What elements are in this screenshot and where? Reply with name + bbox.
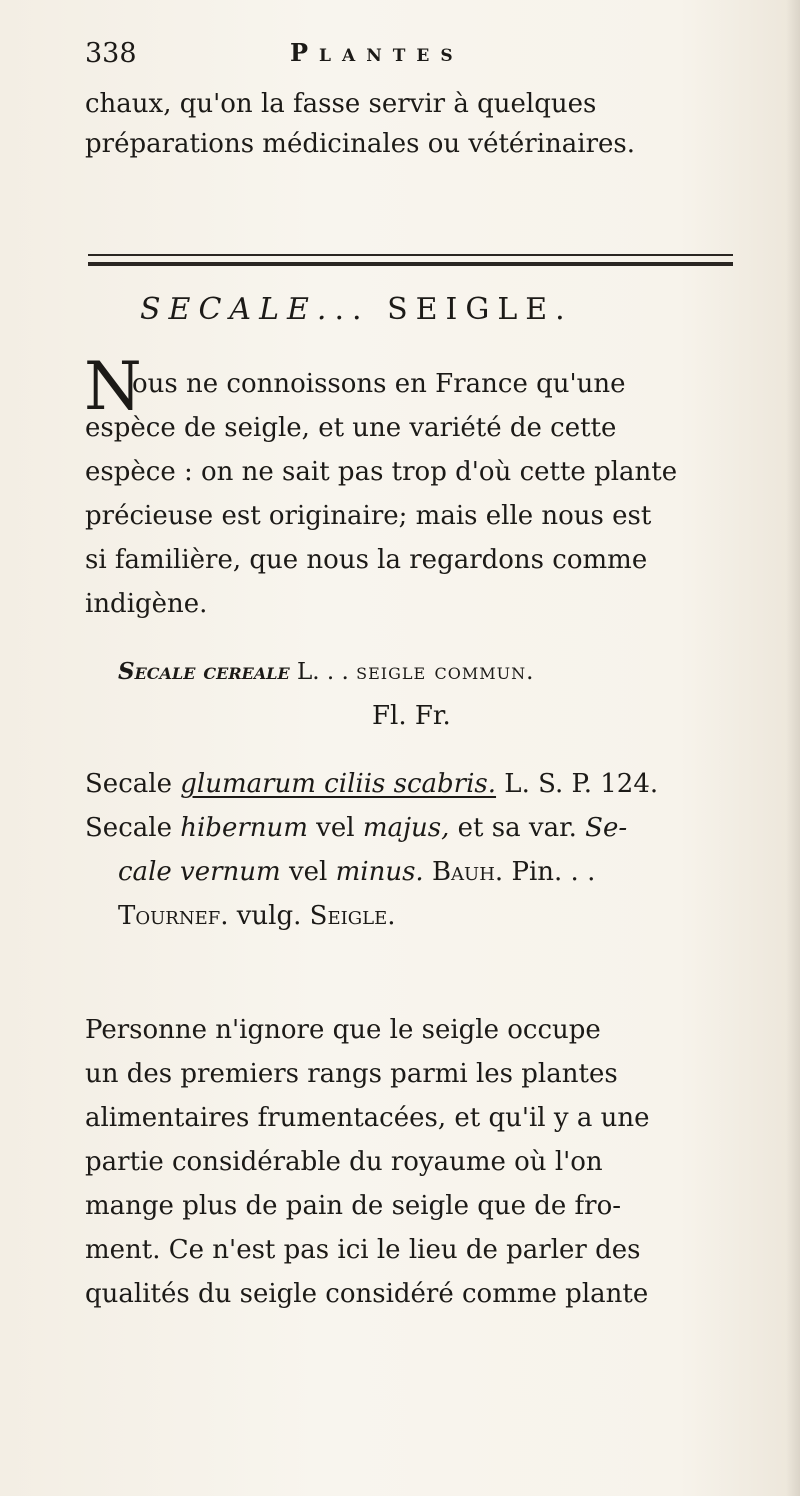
synonym-line-4 bbox=[118, 896, 395, 936]
synonym-vulgar-name: Seigle. bbox=[309, 901, 396, 931]
synonym-connector: vel bbox=[288, 857, 328, 887]
synonym-variety: et sa var. bbox=[457, 813, 577, 843]
section-heading-latin: SECALE. bbox=[140, 292, 335, 327]
binomial-line bbox=[118, 652, 534, 692]
body-line-1: Personne n'ignore que le seigle occupe bbox=[85, 1015, 601, 1045]
intro-line-2: espèce de seigle, et une variété de cette bbox=[85, 413, 617, 443]
synonym-epithet: cale vernum bbox=[118, 857, 281, 887]
section-heading-french: SEIGLE. bbox=[387, 292, 573, 327]
synonym-genus: Secale bbox=[85, 813, 172, 843]
synonym-line-1 bbox=[85, 764, 658, 804]
synonym-vulgar-label: vulg. bbox=[236, 901, 302, 931]
divider-thick bbox=[88, 262, 733, 266]
body-line-3: alimentaires frumentacées, et qu'il y a une bbox=[85, 1103, 650, 1133]
synonym-line-3 bbox=[118, 852, 595, 892]
binomial-author: L. . . bbox=[297, 659, 349, 685]
synonym-genus: Secale bbox=[85, 769, 172, 799]
carryover-line-1: chaux, qu'on la fasse servir à quelques bbox=[85, 89, 597, 119]
divider-thin bbox=[88, 254, 733, 256]
synonym-connector: vel bbox=[316, 813, 355, 843]
page-header bbox=[85, 38, 765, 78]
section-heading bbox=[140, 292, 573, 327]
synonym-author: Bauh. bbox=[431, 857, 504, 887]
running-title: Plantes bbox=[290, 38, 464, 67]
page-edge-shadow bbox=[786, 0, 800, 1496]
intro-line-6: indigène. bbox=[85, 589, 208, 619]
page-number: 338 bbox=[85, 38, 137, 69]
body-line-4: partie considérable du royaume où l'on bbox=[85, 1147, 603, 1177]
drop-cap: N bbox=[84, 348, 142, 425]
synonym-epithet: majus, bbox=[362, 813, 450, 843]
intro-line-1: ous ne connoissons en France qu'une bbox=[132, 369, 626, 399]
body-line-6: ment. Ce n'est pas ici le lieu de parler des bbox=[85, 1235, 641, 1265]
synonym-genus-hyphen: Se- bbox=[585, 813, 628, 843]
binomial-latin: Secale cereale bbox=[118, 658, 290, 685]
body-line-2: un des premiers rangs parmi les plantes bbox=[85, 1059, 618, 1089]
synonym-author: Tournef. bbox=[118, 901, 229, 931]
synonym-epithet: hibernum bbox=[180, 813, 308, 843]
body-line-5: mange plus de pain de seigle que de fro- bbox=[85, 1191, 622, 1221]
synonym-phrase: glumarum ciliis scabris. bbox=[180, 769, 497, 799]
intro-line-3: espèce : on ne sait pas trop d'où cette plante bbox=[85, 457, 678, 487]
binomial-common-name: seigle commun. bbox=[356, 659, 535, 685]
intro-line-4: précieuse est originaire; mais elle nous est bbox=[85, 501, 652, 531]
carryover-line-2: préparations médicinales ou vétérinaires. bbox=[85, 129, 636, 159]
flora-reference: Fl. Fr. bbox=[372, 701, 451, 731]
synonym-epithet: minus. bbox=[335, 857, 424, 887]
synonym-citation: Pin. . . bbox=[511, 857, 596, 887]
synonym-citation: L. S. P. 124. bbox=[504, 769, 659, 799]
intro-line-5: si familière, que nous la regardons comme bbox=[85, 545, 648, 575]
body-line-7: qualités du seigle considéré comme plante bbox=[85, 1279, 649, 1309]
synonym-line-2 bbox=[85, 808, 627, 848]
section-heading-separator: .. bbox=[334, 292, 370, 327]
